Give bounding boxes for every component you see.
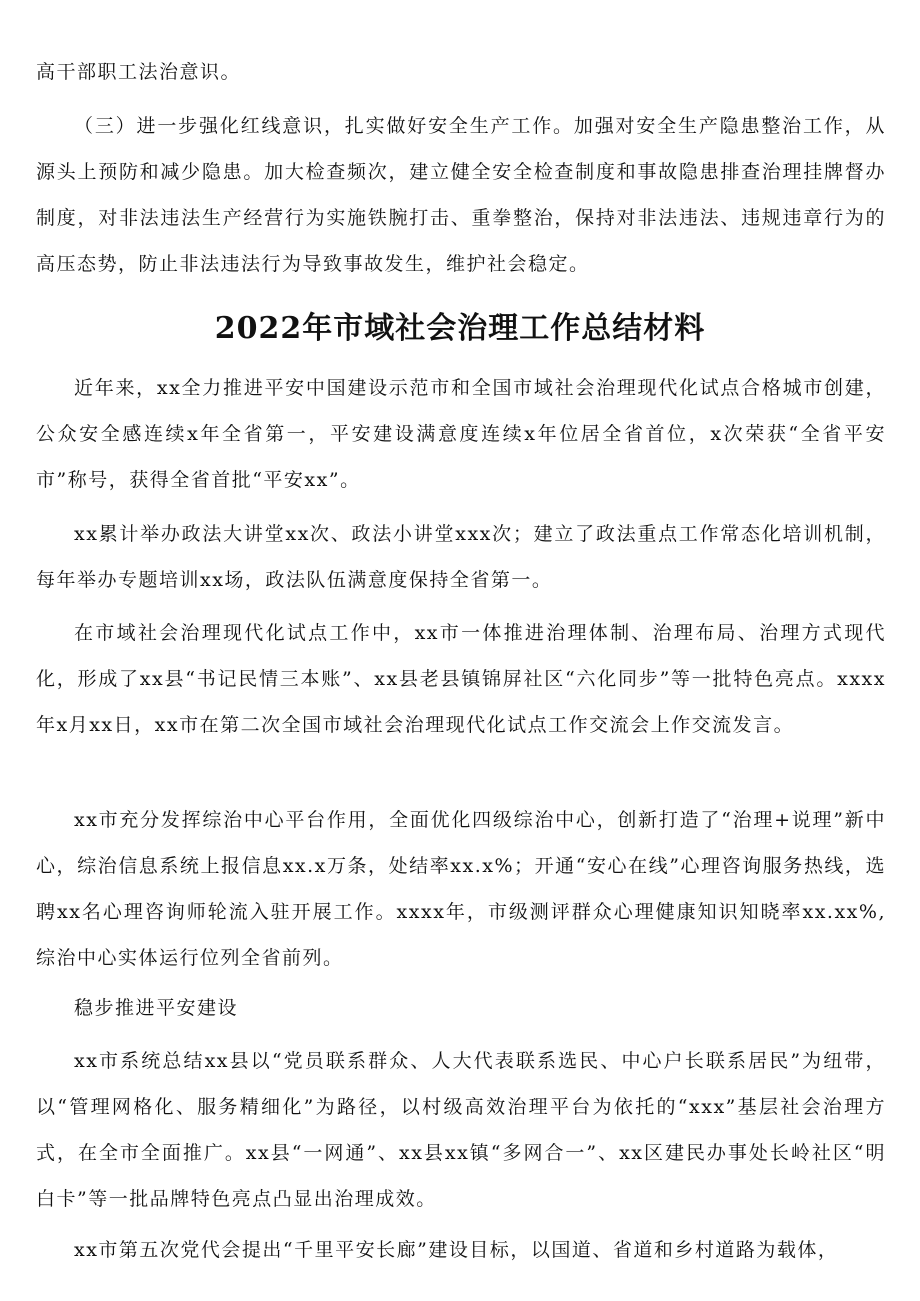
paragraph-center-platform: xx市充分发挥综治中心平台作用，全面优化四级综治中心，创新打造了“治理+说理”新中心，综治信息系统上报信息xx.x万条，处结率xx.x%；开通“安心在线”心理咨询服务热线，选聘xx名心理咨询师轮流入驻开展工作。xxxx年，市级测评群众心理健康知识知晓率xx.xx%,综治中心实体运行位列全省前列。	[36, 809, 886, 969]
paragraph-continuation: 高干部职工法治意识。	[36, 61, 242, 83]
paragraph-training: xx累计举办政法大讲堂xx次、政法小讲堂xxx次；建立了政法重点工作常态化培训机制，每年举办专题培训xx场，政法队伍满意度保持全省第一。	[36, 523, 886, 591]
paragraph-safety-production: （三）进一步强化红线意识，扎实做好安全生产工作。加强对安全生产隐患整治工作，从源头上预防和减少隐患。加大检查频次，建立健全安全检查制度和事故隐患排查治理挂牌督办制度，对非法违法生产经营行为实施铁腕打击、重拳整治，保持对非法违法、违规违章行为的高压态势，防止非法违法行为导致事故发生，维护社会稳定。	[36, 115, 886, 275]
document-title: 2022年市域社会治理工作总结材料	[214, 311, 706, 346]
paragraph-safe-corridor: xx市第五次党代会提出“千里平安长廊”建设目标，以国道、省道和乡村道路为载体，	[74, 1239, 839, 1261]
paragraph-intro: 近年来，xx全力推进平安中国建设示范市和全国市域社会治理现代化试点合格城市创建，公众安全感连续x年全省第一，平安建设满意度连续x年位居全省首位，x次荣获“全省平安市”称号，获得全省首批“平安xx”。	[36, 377, 886, 491]
paragraph-pilot-work: 在市域社会治理现代化试点工作中，xx市一体推进治理体制、治理布局、治理方式现代化，形成了xx县“书记民情三本账”、xx县老县镇锦屏社区“六化同步”等一批特色亮点。xxxx年x月xx日，xx市在第二次全国市域社会治理现代化试点工作交流会上作交流发言。	[36, 622, 886, 736]
section-heading-safe-construction: 稳步推进平安建设	[74, 997, 239, 1019]
paragraph-grassroots-governance: xx市系统总结xx县以“党员联系群众、人大代表联系选民、中心户长联系居民”为纽带，以“管理网格化、服务精细化”为路径，以村级高效治理平台为依托的“xxx”基层社会治理方式，在全市全面推广。xx县“一网通”、xx县xx镇“多网合一”、xx区建民办事处长岭社区“明白卡”等一批品牌特色亮点凸显出治理成效。	[36, 1050, 886, 1210]
